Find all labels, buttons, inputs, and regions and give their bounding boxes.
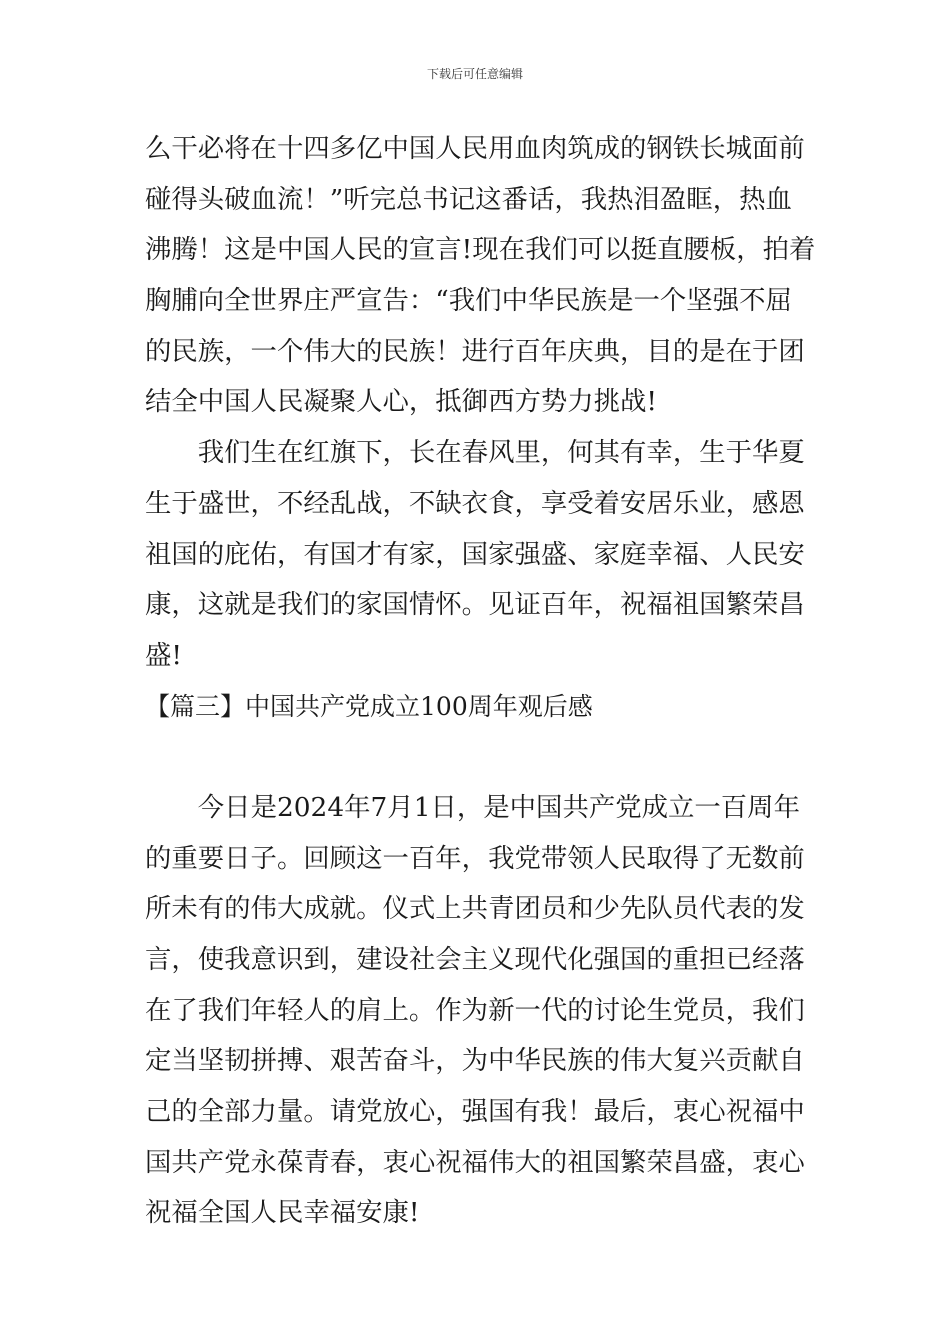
paragraph-anniversary [145,783,805,1239]
text-line: 沸腾！这是中国人民的宣言!现在我们可以挺直腰板，拍着 [145,234,816,266]
text-line: 己的全部力量。请党放心，强国有我！最后，衷心祝福中 [145,1096,805,1128]
text-line: 的民族，一个伟大的民族！进行百年庆典，目的是在于团 [145,335,805,367]
text-line: 祝福全国人民幸福安康! [145,1197,420,1229]
paragraph-continuation [145,124,816,428]
text-line: 盛! [145,639,182,671]
blank-line [145,732,805,783]
text-line: 今日是2024年7月1日，是中国共产党成立一百周年 [197,791,800,823]
text-line: 我们生在红旗下，长在春风里，何其有幸，生于华夏 [197,437,805,469]
text-line: 所未有的伟大成就。仪式上共青团员和少先队员代表的发 [145,893,805,925]
text-line: 结全中国人民凝聚人心，抵御西方势力挑战! [145,386,658,418]
text-line: 的重要日子。回顾这一百年，我党带领人民取得了无数前 [145,842,805,874]
text-line: 碰得头破血流！”听完总书记这番话，我热泪盈眶，热血 [145,183,792,215]
section-title: 【篇三】中国共产党成立100周年观后感 [145,691,593,721]
text-line: 胸脯向全世界庄严宣告：“我们中华民族是一个坚强不屈 [145,285,792,317]
text-line: 祖国的庇佑，有国才有家，国家强盛、家庭幸福、人民安 [145,538,805,570]
text-line: 国共产党永葆青春，衷心祝福伟大的祖国繁荣昌盛，衷心 [145,1146,805,1178]
text-line: 在了我们年轻人的肩上。作为新一代的讨论生党员，我们 [145,994,805,1026]
text-line: 么干必将在十四多亿中国人民用血肉筑成的钢铁长城面前 [145,133,805,164]
paragraph-blessing [145,428,805,681]
document-body [145,124,816,1239]
text-line: 康，这就是我们的家国情怀。见证百年，祝福祖国繁荣昌 [145,589,805,621]
text-line: 生于盛世，不经乱战，不缺衣食，享受着安居乐业，感恩 [145,487,805,519]
page-header-note: 下载后可任意编辑 [426,67,523,81]
text-line: 言，使我意识到，建设社会主义现代化强国的重担已经落 [145,944,805,976]
text-line: 定当坚韧拼搏、艰苦奋斗，为中华民族的伟大复兴贡献自 [145,1045,805,1077]
